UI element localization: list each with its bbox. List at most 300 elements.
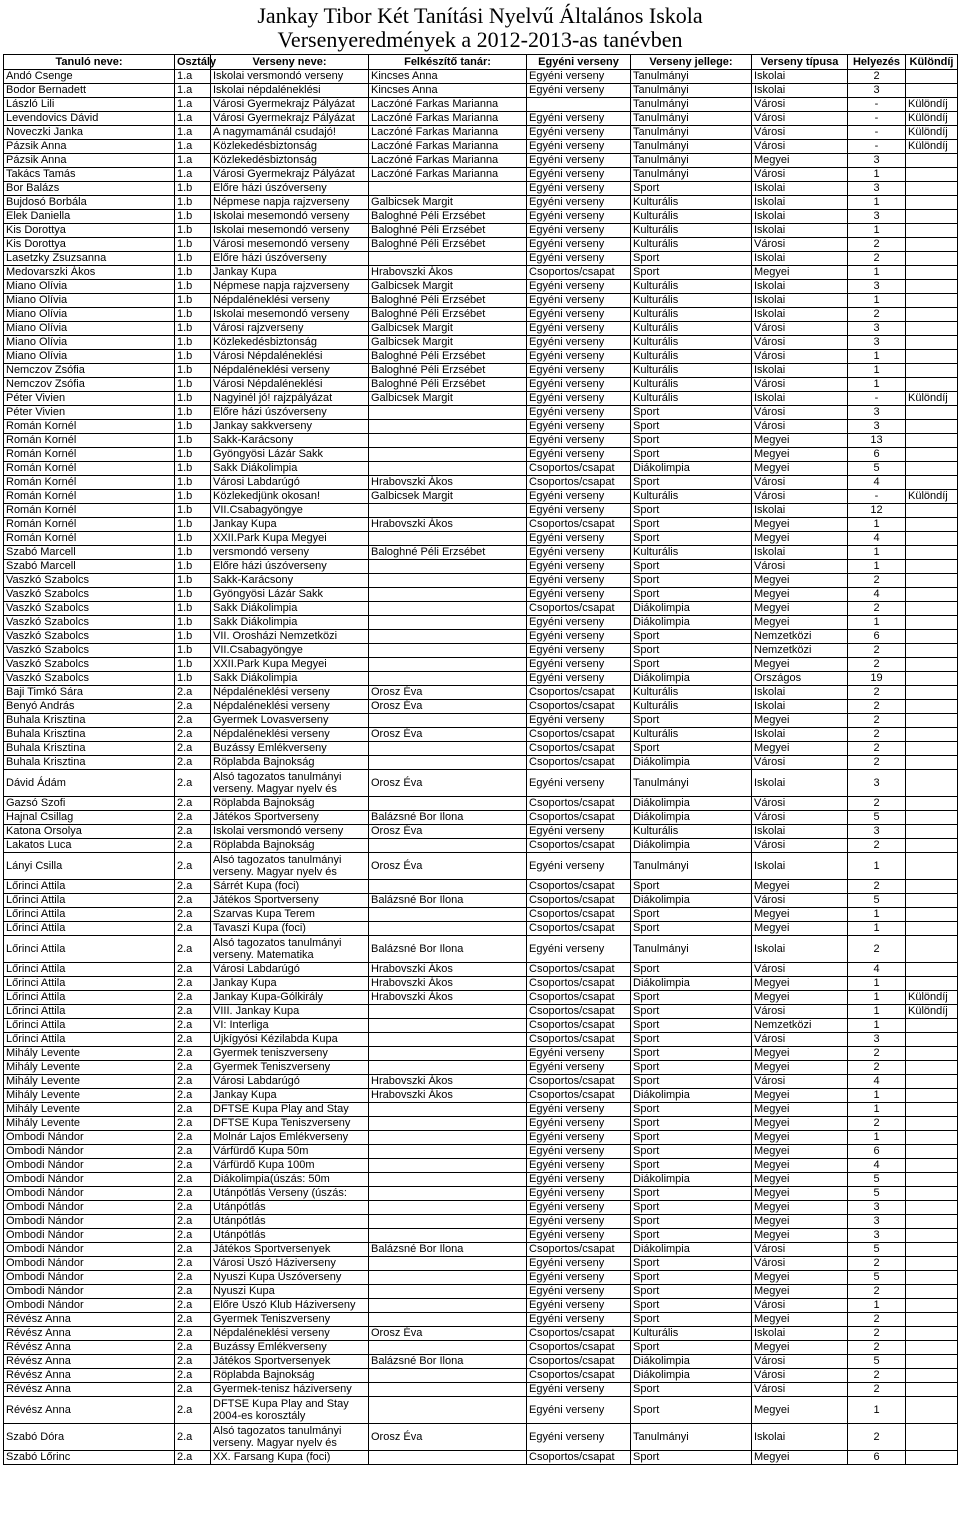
cell-special-prize: [906, 168, 958, 182]
cell-placement: 3: [848, 1201, 906, 1215]
cell-special-prize: [906, 154, 958, 168]
cell-special-prize: [906, 616, 958, 630]
cell-competition-character: Kulturális: [631, 1327, 752, 1341]
cell-placement: 12: [848, 504, 906, 518]
cell-individual: Csoportos/csapat: [527, 1019, 631, 1033]
cell-class: 2.a: [175, 991, 211, 1005]
column-header-student-name: Tanuló neve:: [4, 55, 175, 70]
cell-competition-type: Megyei: [752, 742, 848, 756]
cell-competition-name: Városi Népdaléneklési: [211, 378, 369, 392]
cell-special-prize: [906, 714, 958, 728]
cell-teacher: [369, 1229, 527, 1243]
cell-competition-name: Nagyinél jó! rajzpályázat: [211, 392, 369, 406]
cell-special-prize: [906, 756, 958, 770]
cell-student-name: Bujdosó Borbála: [4, 196, 175, 210]
cell-individual: Egyéni verseny: [527, 126, 631, 140]
cell-placement: 1: [848, 908, 906, 922]
cell-class: 1.a: [175, 84, 211, 98]
cell-placement: 2: [848, 308, 906, 322]
cell-competition-type: Iskolai: [752, 546, 848, 560]
cell-competition-name: Jankay Kupa: [211, 518, 369, 532]
cell-class: 2.a: [175, 797, 211, 811]
cell-student-name: Vaszkó Szabolcs: [4, 588, 175, 602]
cell-placement: 1: [848, 1089, 906, 1103]
table-row: [4, 1424, 958, 1451]
cell-placement: 3: [848, 1215, 906, 1229]
cell-competition-type: Megyei: [752, 991, 848, 1005]
cell-competition-type: Városi: [752, 1243, 848, 1257]
cell-student-name: Révész Anna: [4, 1369, 175, 1383]
cell-competition-character: Kulturális: [631, 294, 752, 308]
cell-class: 1.a: [175, 112, 211, 126]
cell-student-name: Román Kornél: [4, 518, 175, 532]
cell-placement: 1: [848, 294, 906, 308]
cell-class: 1.b: [175, 560, 211, 574]
cell-competition-name: Jankay Kupa: [211, 266, 369, 280]
cell-teacher: [369, 252, 527, 266]
cell-competition-name: Iskolai népdaléneklési: [211, 84, 369, 98]
cell-teacher: [369, 182, 527, 196]
cell-class: 2.a: [175, 811, 211, 825]
cell-individual: Egyéni verseny: [527, 1397, 631, 1424]
cell-placement: 1: [848, 922, 906, 936]
cell-competition-character: Sport: [631, 406, 752, 420]
cell-individual: Egyéni verseny: [527, 1117, 631, 1131]
table-row: [4, 1019, 958, 1033]
cell-teacher: Galbicsek Margit: [369, 336, 527, 350]
cell-competition-character: Sport: [631, 504, 752, 518]
cell-teacher: Kincses Anna: [369, 84, 527, 98]
cell-competition-type: Megyei: [752, 448, 848, 462]
cell-student-name: Szabó Dóra: [4, 1424, 175, 1451]
cell-competition-type: Városi: [752, 126, 848, 140]
cell-class: 2.a: [175, 853, 211, 880]
cell-individual: Egyéni verseny: [527, 1271, 631, 1285]
cell-special-prize: [906, 1159, 958, 1173]
cell-special-prize: [906, 894, 958, 908]
cell-placement: 3: [848, 210, 906, 224]
cell-teacher: Hrabovszki Ákos: [369, 963, 527, 977]
cell-individual: Egyéni verseny: [527, 1103, 631, 1117]
cell-class: 1.b: [175, 406, 211, 420]
cell-class: 1.b: [175, 658, 211, 672]
cell-student-name: Vaszkó Szabolcs: [4, 616, 175, 630]
cell-teacher: [369, 1299, 527, 1313]
cell-special-prize: [906, 70, 958, 84]
cell-teacher: [369, 1313, 527, 1327]
cell-special-prize: [906, 476, 958, 490]
cell-placement: 3: [848, 1033, 906, 1047]
cell-competition-type: Iskolai: [752, 196, 848, 210]
cell-individual: Egyéni verseny: [527, 406, 631, 420]
cell-competition-type: Iskolai: [752, 1424, 848, 1451]
table-row: [4, 462, 958, 476]
cell-competition-type: Megyei: [752, 266, 848, 280]
cell-class: 1.b: [175, 490, 211, 504]
cell-student-name: Ombodi Nándor: [4, 1201, 175, 1215]
cell-competition-type: Városi: [752, 238, 848, 252]
table-row: [4, 1369, 958, 1383]
cell-placement: 2: [848, 644, 906, 658]
cell-class: 1.b: [175, 182, 211, 196]
cell-competition-type: Megyei: [752, 1047, 848, 1061]
cell-student-name: Ombodi Nándor: [4, 1215, 175, 1229]
table-row: [4, 140, 958, 154]
cell-competition-name: Gyöngyösi Lázár Sakk: [211, 448, 369, 462]
cell-placement: 1: [848, 378, 906, 392]
table-row: [4, 853, 958, 880]
cell-student-name: Ombodi Nándor: [4, 1131, 175, 1145]
cell-class: 1.b: [175, 532, 211, 546]
cell-competition-character: Diákolimpia: [631, 1243, 752, 1257]
cell-teacher: [369, 602, 527, 616]
cell-competition-character: Sport: [631, 1285, 752, 1299]
cell-placement: 1: [848, 991, 906, 1005]
cell-competition-type: Iskolai: [752, 308, 848, 322]
cell-competition-name: Diákolimpia(úszás: 50m: [211, 1173, 369, 1187]
cell-competition-name: Várfürdő Kupa 50m: [211, 1145, 369, 1159]
cell-placement: 2: [848, 1369, 906, 1383]
cell-individual: Egyéni verseny: [527, 770, 631, 797]
cell-individual: Csoportos/csapat: [527, 602, 631, 616]
cell-class: 2.a: [175, 1005, 211, 1019]
cell-competition-type: Megyei: [752, 1061, 848, 1075]
cell-special-prize: [906, 182, 958, 196]
cell-individual: Csoportos/csapat: [527, 1005, 631, 1019]
cell-placement: 2: [848, 252, 906, 266]
table-row: [4, 70, 958, 84]
cell-teacher: [369, 1257, 527, 1271]
cell-competition-character: Sport: [631, 1117, 752, 1131]
cell-student-name: Vaszkó Szabolcs: [4, 602, 175, 616]
cell-competition-name: Közlekedésbiztonság: [211, 336, 369, 350]
cell-student-name: Román Kornél: [4, 476, 175, 490]
cell-special-prize: [906, 560, 958, 574]
cell-class: 1.b: [175, 266, 211, 280]
cell-competition-name: Játékos Sportversenyek: [211, 1355, 369, 1369]
cell-teacher: Orosz Éva: [369, 728, 527, 742]
cell-competition-character: Kulturális: [631, 238, 752, 252]
cell-individual: Egyéni verseny: [527, 936, 631, 963]
table-row: [4, 406, 958, 420]
table-row: [4, 1047, 958, 1061]
cell-teacher: [369, 1215, 527, 1229]
cell-competition-type: Iskolai: [752, 294, 848, 308]
cell-student-name: Lasetzky Zsuzsanna: [4, 252, 175, 266]
results-table: [3, 54, 958, 1465]
cell-competition-type: Megyei: [752, 1285, 848, 1299]
cell-competition-character: Kulturális: [631, 224, 752, 238]
cell-class: 1.a: [175, 140, 211, 154]
cell-student-name: Ombodi Nándor: [4, 1299, 175, 1313]
cell-class: 2.a: [175, 686, 211, 700]
table-row: [4, 1341, 958, 1355]
cell-competition-type: Iskolai: [752, 392, 848, 406]
cell-individual: Egyéni verseny: [527, 574, 631, 588]
table-row: [4, 756, 958, 770]
cell-student-name: Miano Olívia: [4, 322, 175, 336]
cell-class: 1.b: [175, 616, 211, 630]
cell-competition-character: Kulturális: [631, 364, 752, 378]
table-row: [4, 182, 958, 196]
cell-competition-type: Megyei: [752, 574, 848, 588]
cell-class: 1.b: [175, 210, 211, 224]
cell-placement: 1: [848, 196, 906, 210]
cell-competition-type: Iskolai: [752, 70, 848, 84]
cell-placement: 4: [848, 532, 906, 546]
cell-individual: Egyéni verseny: [527, 224, 631, 238]
cell-special-prize: [906, 1145, 958, 1159]
column-header-special-prize: Különdíj: [906, 55, 958, 70]
table-row: [4, 574, 958, 588]
cell-competition-name: Játékos Sportversenyek: [211, 1243, 369, 1257]
cell-individual: Csoportos/csapat: [527, 1243, 631, 1257]
table-row: [4, 476, 958, 490]
cell-class: 2.a: [175, 908, 211, 922]
table-row: [4, 196, 958, 210]
cell-special-prize: [906, 462, 958, 476]
cell-individual: Egyéni verseny: [527, 1257, 631, 1271]
cell-competition-character: Tanulmányi: [631, 168, 752, 182]
cell-competition-type: Megyei: [752, 532, 848, 546]
cell-competition-type: Megyei: [752, 1145, 848, 1159]
table-row: [4, 700, 958, 714]
cell-class: 1.b: [175, 308, 211, 322]
cell-class: 2.a: [175, 1187, 211, 1201]
cell-individual: Csoportos/csapat: [527, 1451, 631, 1465]
cell-class: 1.b: [175, 322, 211, 336]
cell-competition-character: Diákolimpia: [631, 811, 752, 825]
cell-class: 2.a: [175, 825, 211, 839]
cell-student-name: Lőrinci Attila: [4, 1019, 175, 1033]
cell-teacher: Orosz Éva: [369, 700, 527, 714]
cell-class: 1.b: [175, 476, 211, 490]
cell-teacher: [369, 420, 527, 434]
cell-competition-character: Sport: [631, 252, 752, 266]
cell-competition-character: Kulturális: [631, 546, 752, 560]
table-row: [4, 98, 958, 112]
cell-competition-name: Alsó tagozatos tanulmányi verseny. Magyar nyelv és: [211, 853, 369, 880]
cell-special-prize: [906, 1131, 958, 1145]
cell-competition-type: Megyei: [752, 1451, 848, 1465]
cell-competition-character: Tanulmányi: [631, 112, 752, 126]
cell-competition-name: Sakk Diákolimpia: [211, 616, 369, 630]
cell-competition-type: Városi: [752, 1383, 848, 1397]
cell-student-name: Román Kornél: [4, 532, 175, 546]
cell-competition-type: Megyei: [752, 616, 848, 630]
cell-student-name: Lőrinci Attila: [4, 908, 175, 922]
cell-class: 1.b: [175, 546, 211, 560]
table-row: [4, 504, 958, 518]
cell-teacher: Laczóné Farkas Marianna: [369, 154, 527, 168]
cell-teacher: Balázsné Bor Ilona: [369, 1355, 527, 1369]
cell-competition-name: Városi Labdarúgó: [211, 1075, 369, 1089]
cell-individual: Egyéni verseny: [527, 168, 631, 182]
cell-placement: 6: [848, 1145, 906, 1159]
cell-special-prize: Különdíj: [906, 140, 958, 154]
cell-individual: Egyéni verseny: [527, 1145, 631, 1159]
cell-teacher: [369, 839, 527, 853]
table-row: [4, 1075, 958, 1089]
cell-individual: Egyéni verseny: [527, 140, 631, 154]
cell-teacher: Balázsné Bor Ilona: [369, 936, 527, 963]
cell-student-name: Szabó Marcell: [4, 560, 175, 574]
cell-student-name: Szabó Lőrinc: [4, 1451, 175, 1465]
cell-placement: 2: [848, 686, 906, 700]
cell-individual: Egyéni verseny: [527, 490, 631, 504]
cell-placement: 2: [848, 1313, 906, 1327]
cell-class: 2.a: [175, 1215, 211, 1229]
cell-placement: 2: [848, 1341, 906, 1355]
table-row: [4, 630, 958, 644]
cell-student-name: Román Kornél: [4, 462, 175, 476]
cell-competition-character: Kulturális: [631, 280, 752, 294]
cell-student-name: Lőrinci Attila: [4, 1005, 175, 1019]
cell-competition-type: Városi: [752, 322, 848, 336]
cell-competition-type: Nemzetközi: [752, 1019, 848, 1033]
cell-individual: Csoportos/csapat: [527, 963, 631, 977]
table-row: [4, 1061, 958, 1075]
cell-competition-character: Kulturális: [631, 378, 752, 392]
cell-student-name: Mihály Levente: [4, 1103, 175, 1117]
cell-competition-character: Sport: [631, 574, 752, 588]
cell-teacher: [369, 880, 527, 894]
cell-competition-type: Iskolai: [752, 504, 848, 518]
cell-teacher: Orosz Éva: [369, 825, 527, 839]
cell-student-name: Ombodi Nándor: [4, 1159, 175, 1173]
cell-competition-name: XX. Farsang Kupa (foci): [211, 1451, 369, 1465]
cell-placement: 3: [848, 406, 906, 420]
cell-class: 2.a: [175, 922, 211, 936]
cell-individual: Egyéni verseny: [527, 1229, 631, 1243]
cell-student-name: Ombodi Nándor: [4, 1229, 175, 1243]
cell-competition-name: Népdaléneklési verseny: [211, 364, 369, 378]
cell-competition-character: Sport: [631, 1299, 752, 1313]
cell-individual: Egyéni verseny: [527, 630, 631, 644]
table-row: [4, 364, 958, 378]
cell-class: 2.a: [175, 728, 211, 742]
cell-student-name: Lőrinci Attila: [4, 894, 175, 908]
cell-student-name: Miano Olívia: [4, 336, 175, 350]
cell-student-name: Miano Olívia: [4, 280, 175, 294]
cell-competition-character: Kulturális: [631, 392, 752, 406]
cell-class: 1.b: [175, 602, 211, 616]
cell-competition-name: Közlekedésbiztonság: [211, 140, 369, 154]
cell-competition-type: Városi: [752, 894, 848, 908]
cell-class: 1.b: [175, 644, 211, 658]
cell-special-prize: [906, 797, 958, 811]
cell-student-name: Vaszkó Szabolcs: [4, 658, 175, 672]
cell-teacher: [369, 406, 527, 420]
cell-competition-name: Alsó tagozatos tanulmányi verseny. Matematika: [211, 936, 369, 963]
cell-competition-character: Sport: [631, 644, 752, 658]
cell-competition-type: Iskolai: [752, 182, 848, 196]
table-row: [4, 991, 958, 1005]
cell-competition-name: Népdaléneklési verseny: [211, 1327, 369, 1341]
cell-competition-name: Alsó tagozatos tanulmányi verseny. Magyar nyelv és: [211, 1424, 369, 1451]
cell-competition-type: Megyei: [752, 1103, 848, 1117]
cell-student-name: Miano Olívia: [4, 308, 175, 322]
cell-individual: Egyéni verseny: [527, 448, 631, 462]
cell-special-prize: [906, 308, 958, 322]
cell-competition-name: Nyuszi Kupa: [211, 1285, 369, 1299]
cell-student-name: Vaszkó Szabolcs: [4, 630, 175, 644]
cell-special-prize: [906, 630, 958, 644]
cell-student-name: Pázsik Anna: [4, 154, 175, 168]
cell-individual: Egyéni verseny: [527, 588, 631, 602]
cell-teacher: [369, 1285, 527, 1299]
cell-placement: 5: [848, 1187, 906, 1201]
cell-competition-name: VII.Csabagyöngye: [211, 644, 369, 658]
cell-individual: Egyéni verseny: [527, 1159, 631, 1173]
cell-teacher: Baloghné Péli Erzsébet: [369, 308, 527, 322]
cell-competition-type: Megyei: [752, 714, 848, 728]
cell-individual: Egyéni verseny: [527, 294, 631, 308]
cell-student-name: Révész Anna: [4, 1341, 175, 1355]
cell-competition-name: A nagymamánál csudajó!: [211, 126, 369, 140]
cell-individual: Egyéni verseny: [527, 644, 631, 658]
cell-individual: Egyéni verseny: [527, 112, 631, 126]
cell-special-prize: Különdíj: [906, 392, 958, 406]
table-row: [4, 977, 958, 991]
cell-placement: 1: [848, 1019, 906, 1033]
cell-placement: 1: [848, 853, 906, 880]
cell-placement: 1: [848, 1103, 906, 1117]
cell-placement: 4: [848, 588, 906, 602]
cell-individual: Egyéni verseny: [527, 546, 631, 560]
cell-teacher: [369, 1131, 527, 1145]
cell-individual: Egyéni verseny: [527, 392, 631, 406]
cell-placement: -: [848, 126, 906, 140]
cell-class: 2.a: [175, 880, 211, 894]
cell-student-name: Révész Anna: [4, 1327, 175, 1341]
cell-placement: -: [848, 112, 906, 126]
cell-student-name: Péter Vivien: [4, 406, 175, 420]
cell-teacher: [369, 1271, 527, 1285]
cell-placement: 1: [848, 560, 906, 574]
cell-class: 1.b: [175, 518, 211, 532]
cell-competition-name: Városi Labdarúgó: [211, 963, 369, 977]
cell-special-prize: [906, 908, 958, 922]
cell-individual: Egyéni verseny: [527, 238, 631, 252]
cell-class: 2.a: [175, 1089, 211, 1103]
cell-individual: Csoportos/csapat: [527, 797, 631, 811]
cell-competition-name: Városi Gyermekrajz Pályázat: [211, 112, 369, 126]
cell-competition-character: Sport: [631, 1341, 752, 1355]
cell-class: 1.a: [175, 70, 211, 84]
cell-class: 2.a: [175, 1257, 211, 1271]
cell-class: 2.a: [175, 1117, 211, 1131]
cell-special-prize: [906, 1271, 958, 1285]
cell-individual: Egyéni verseny: [527, 672, 631, 686]
cell-competition-type: Városi: [752, 420, 848, 434]
column-header-competition-character: Verseny jellege:: [631, 55, 752, 70]
cell-individual: Egyéni verseny: [527, 504, 631, 518]
cell-teacher: Balázsné Bor Ilona: [369, 811, 527, 825]
cell-individual: Egyéni verseny: [527, 336, 631, 350]
table-row: [4, 880, 958, 894]
cell-competition-type: Megyei: [752, 977, 848, 991]
cell-special-prize: Különdíj: [906, 112, 958, 126]
cell-competition-name: DFTSE Kupa Play and Stay 2004-es korosztály: [211, 1397, 369, 1424]
cell-class: 1.b: [175, 504, 211, 518]
cell-special-prize: [906, 853, 958, 880]
cell-placement: 2: [848, 1327, 906, 1341]
cell-teacher: Hrabovszki Ákos: [369, 977, 527, 991]
table-row: [4, 154, 958, 168]
table-row: [4, 1285, 958, 1299]
cell-competition-name: Gyermek Teniszverseny: [211, 1313, 369, 1327]
